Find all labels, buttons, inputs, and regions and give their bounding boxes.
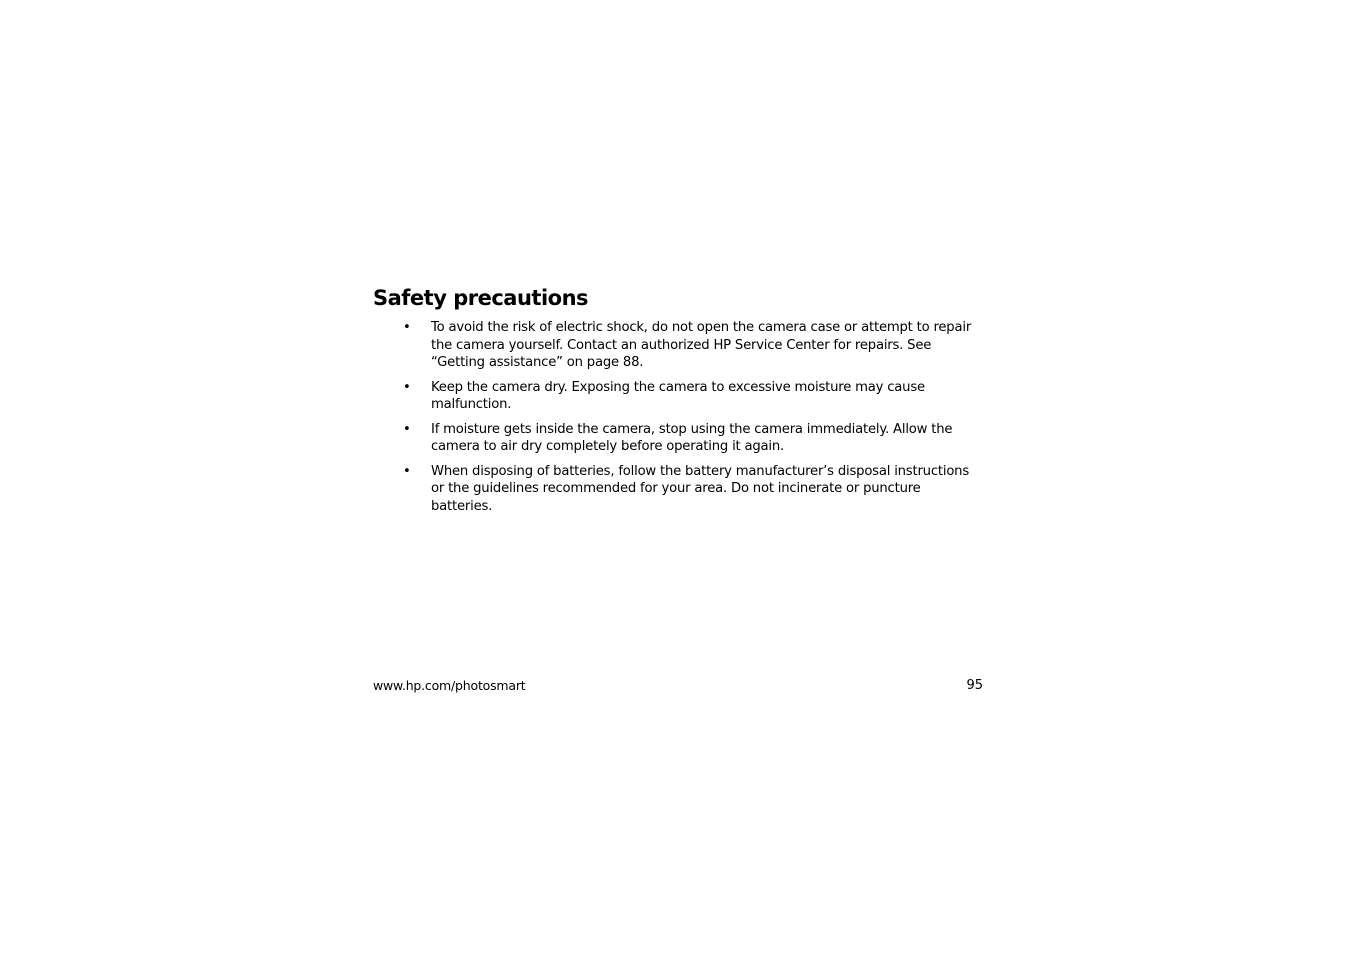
footer-url: www.hp.com/photosmart	[373, 678, 526, 693]
safety-list	[400, 319, 985, 522]
bullet-icon: •	[403, 320, 411, 335]
page-title: Safety precautions	[373, 286, 589, 310]
list-item-text: To avoid the risk of electric shock, do not open the camera case or attempt to repair the camera yourself. Contact an authorized HP Service Center for repairs. See “Getting assistance” on page 88.	[431, 320, 972, 370]
bullet-icon: •	[403, 421, 411, 437]
page-number: 95	[966, 678, 983, 693]
bullet-icon: •	[403, 379, 411, 395]
list-item	[400, 421, 985, 456]
list-item	[400, 319, 985, 372]
list-item	[400, 463, 985, 516]
list-item-text: If moisture gets inside the camera, stop using the camera immediately. Allow the camera to air dry completely before operating it again.	[431, 421, 953, 454]
bullet-icon: •	[403, 463, 411, 479]
list-item-text: When disposing of batteries, follow the battery manufacturer’s disposal instructions or the guidelines recommended for your area. Do not incinerate or puncture batteries.	[431, 463, 970, 514]
list-item-text: Keep the camera dry. Exposing the camera to excessive moisture may cause malfunction.	[431, 379, 925, 412]
list-item	[400, 379, 985, 414]
